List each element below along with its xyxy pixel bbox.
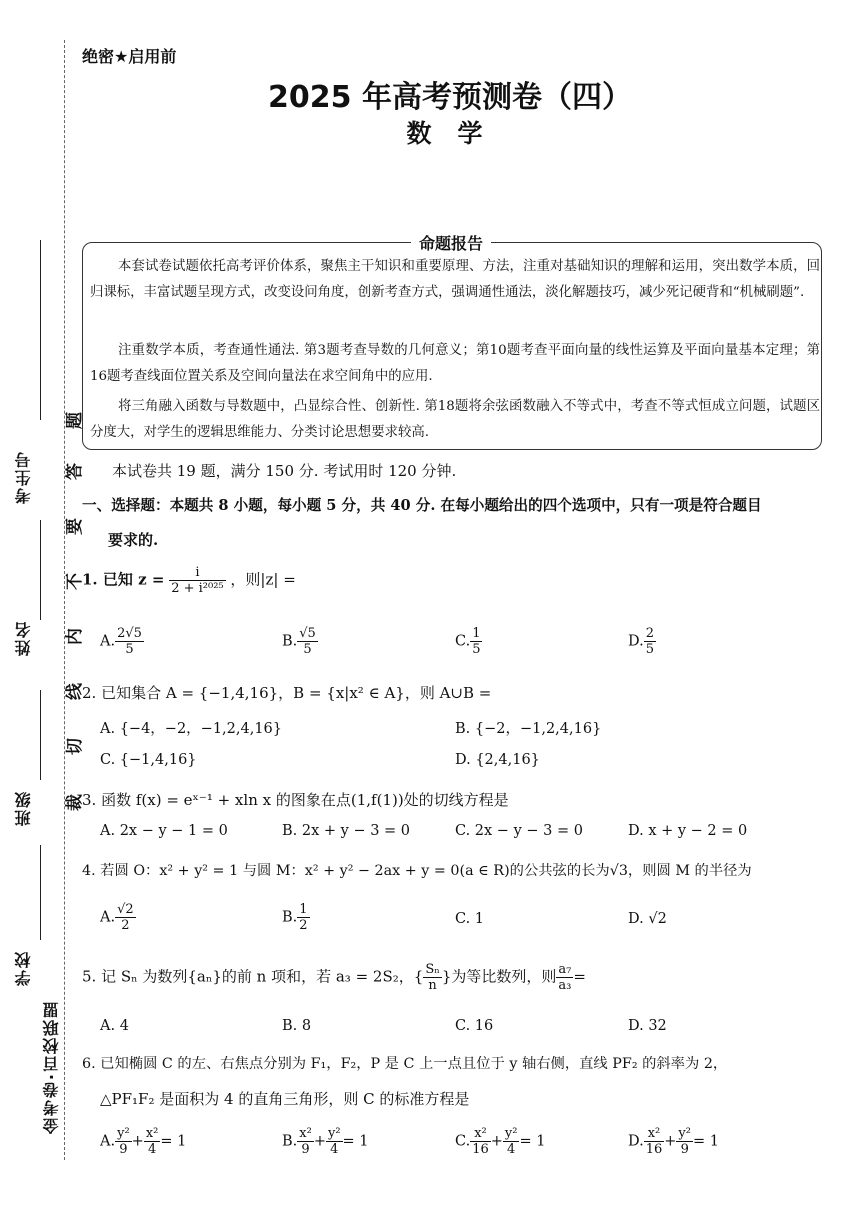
option-c: C. $\frac{\text{x²}}{16}$ + $\frac{\text{y²}}{4}$ = 1 [455, 1126, 546, 1157]
option-a: A. $\frac{2√5}{5}$ [100, 626, 142, 657]
option-a: A. {−4，−2，−1,2,4,16} [100, 721, 282, 737]
exam-intro: 本试卷共 19 题，满分 150 分. 考试用时 120 分钟. [112, 462, 457, 480]
option-d: D. 32 [628, 1018, 667, 1034]
seal-char: 裁 [65, 794, 85, 811]
subject-title: 数学 [406, 119, 509, 148]
option-d: D. $\frac{2}{5}$ [628, 626, 654, 657]
seal-char: 答 [65, 463, 85, 480]
option-c: C. 1 [455, 911, 485, 927]
option-b: B. $\frac{\text{x²}}{9}$ + $\frac{\text{y²}}{4}$ = 1 [282, 1126, 369, 1157]
field-name: 姓名 [14, 620, 33, 656]
question-1: 1. 已知 z = $\frac{i}{\text{2 + i²⁰²⁵}}$ ，则|z| = [82, 565, 296, 596]
field-underline [40, 690, 41, 780]
field-school: 学校 [14, 950, 33, 986]
question-2: 2. 已知集合 A = {−1,4,16}，B = {x|x² ∈ A}，则 A∪B = [82, 684, 492, 702]
option-c: C. $\frac{1}{5}$ [455, 626, 481, 657]
seal-char: 题 [65, 412, 85, 429]
seal-char: 要 [65, 518, 85, 535]
section-heading: 一、选择题：本题共 8 小题，每小题 5 分，共 40 分. 在每小题给出的四个选项中，只有一项是符合题目 [82, 497, 762, 514]
margin-brand: 金考卷·百校联盟 [42, 1000, 61, 1135]
exam-title: 2025 年高考预测卷（四） [268, 80, 632, 115]
seal-char: 不 [65, 573, 85, 590]
option-d: D. √2 [628, 911, 667, 927]
option-d: D. $\frac{\text{x²}}{16}$ + $\frac{\text{y²}}{9}$ = 1 [628, 1126, 719, 1157]
option-c: C. {−1,4,16} [100, 752, 197, 768]
option-a: A. 4 [100, 1018, 129, 1034]
binding-line [64, 40, 66, 1160]
field-underline [40, 845, 41, 940]
option-c: C. 16 [455, 1018, 494, 1034]
question-6-cont: △PF₁F₂ 是面积为 4 的直角三角形，则 C 的标准方程是 [100, 1090, 470, 1108]
option-b: B. 8 [282, 1018, 312, 1034]
report-paragraph: 本套试卷试题依托高考评价体系，聚焦主干知识和重要原理、方法，注重对基础知识的理解和运用，突出数学本质，回归课标，丰富试题呈现方式，改变设问角度，创新考查方式，强调通性通法，淡化解题技巧，减少死记硬背和“机械刷题”. [90, 259, 820, 300]
section-heading-cont: 要求的. [108, 531, 159, 549]
option-d: D. x + y − 2 = 0 [628, 823, 748, 839]
option-b: B. {−2，−1,2,4,16} [455, 721, 602, 737]
seal-char: 线 [65, 683, 85, 700]
question-3: 3. 函数 f(x) = eˣ⁻¹ + xln x 的图象在点(1,f(1))处的切线方程是 [82, 791, 509, 809]
option-d: D. {2,4,16} [455, 752, 540, 768]
question-4: 4. 若圆 O：x² + y² = 1 与圆 M：x² + y² − 2ax + y = 0(a ∈ R)的公共弦的长为√3，则圆 M 的半径为 [82, 863, 752, 879]
field-class: 班级 [14, 790, 33, 826]
option-a: A. $\frac{\text{y²}}{9}$ + $\frac{\text{x²}}{4}$ = 1 [100, 1126, 187, 1157]
option-b: B. $\frac{1}{2}$ [282, 902, 308, 933]
field-underline [40, 520, 41, 620]
option-c: C. 2x − y − 3 = 0 [455, 823, 583, 839]
report-paragraph: 将三角融入函数与导数题中，凸显综合性、创新性. 第18题将余弦函数融入不等式中，考查不等式恒成立问题，试题区分度大，对学生的逻辑思维能力、分类讨论思想要求较高. [90, 399, 820, 440]
report-paragraph: 注重数学本质，考查通性通法. 第3题考查导数的几何意义；第10题考查平面向量的线性运算及平面向量基本定理；第16题考查线面位置关系及空间向量法在求空间角中的应用. [90, 343, 820, 384]
confidential-label: 绝密★启用前 [82, 47, 177, 66]
seal-char: 内 [65, 628, 85, 645]
option-b: B. $\frac{√5}{5}$ [282, 626, 316, 657]
field-student-id: 考生号 [14, 450, 33, 504]
option-a: A. 2x − y − 1 = 0 [100, 823, 228, 839]
field-underline [40, 240, 41, 420]
question-5: 5. 记 Sₙ 为数列{aₙ}的前 n 项和，若 a₃ = 2S₂，{ $\frac{\text{Sₙ}}{n}$ }为等比数列，则 $\frac{\text{a₇}}{\text{a₃}}$ = [82, 962, 586, 993]
report-heading: 命题报告 [0, 231, 867, 254]
question-6: 6. 已知椭圆 C 的左、右焦点分别为 F₁，F₂，P 是 C 上一点且位于 y 轴右侧，直线 PF₂ 的斜率为 2， [82, 1056, 728, 1072]
option-a: A. $\frac{√2}{2}$ [100, 902, 134, 933]
seal-char: 切 [65, 738, 85, 755]
option-b: B. 2x + y − 3 = 0 [282, 823, 411, 839]
